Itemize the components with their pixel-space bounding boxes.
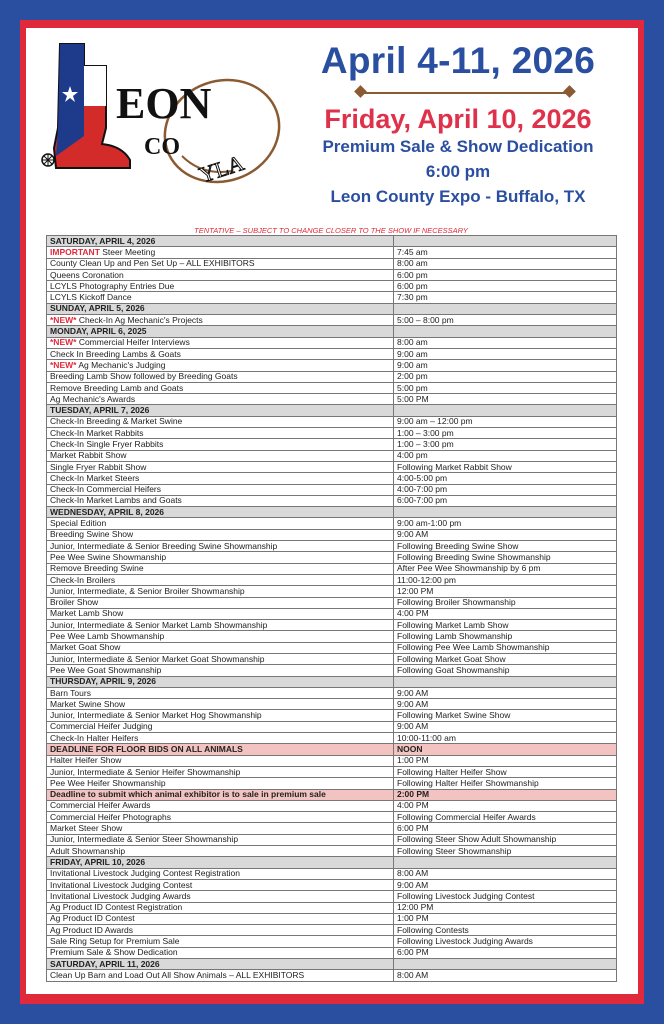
event-cell bbox=[47, 857, 394, 868]
event-text: Invitational Livestock Judging Contest Registration bbox=[50, 868, 240, 879]
time-cell: Following Goat Showmanship bbox=[394, 665, 617, 676]
event-text: Invitational Livestock Judging Awards bbox=[50, 890, 191, 901]
event-text: Remove Breeding Lamb and Goats bbox=[50, 382, 184, 393]
day-header-row bbox=[47, 676, 617, 687]
event-cell bbox=[47, 823, 394, 834]
event-cell bbox=[47, 495, 394, 506]
premium-sale-title: Premium Sale & Show Dedication bbox=[322, 137, 594, 156]
sale-date: Friday, April 10, 2026 bbox=[324, 104, 592, 134]
event-text: SATURDAY, APRIL 4, 2026 bbox=[50, 235, 156, 246]
schedule-row bbox=[47, 450, 617, 461]
day-header-row bbox=[47, 236, 617, 247]
time-cell: 8:00 am bbox=[394, 258, 617, 269]
time-cell: Following Livestock Judging Awards bbox=[394, 936, 617, 947]
event-text: Commercial Heifer Interviews bbox=[76, 337, 190, 348]
time-cell: 4:00-7:00 pm bbox=[394, 484, 617, 495]
time-cell bbox=[394, 507, 617, 518]
event-text: Check-In Breeding & Market Swine bbox=[50, 416, 183, 427]
schedule-row bbox=[47, 281, 617, 292]
event-cell bbox=[47, 247, 394, 258]
time-cell: 4:00 pm bbox=[394, 450, 617, 461]
event-cell bbox=[47, 541, 394, 552]
time-cell: Following Lamb Showmanship bbox=[394, 631, 617, 642]
schedule-row bbox=[47, 337, 617, 348]
event-text: Pee Wee Lamb Showmanship bbox=[50, 631, 165, 642]
event-cell bbox=[47, 778, 394, 789]
schedule-row bbox=[47, 541, 617, 552]
event-cell bbox=[47, 699, 394, 710]
event-text: Ag Product ID Awards bbox=[50, 924, 133, 935]
event-text: Queens Coronation bbox=[50, 269, 124, 280]
event-cell bbox=[47, 439, 394, 450]
time-cell bbox=[394, 405, 617, 416]
event-cell bbox=[47, 405, 394, 416]
leon-co-ylа-logo bbox=[32, 36, 282, 196]
event-tag: *NEW* bbox=[50, 314, 77, 325]
time-cell bbox=[394, 676, 617, 687]
event-cell bbox=[47, 834, 394, 845]
schedule-row bbox=[47, 631, 617, 642]
event-text: SATURDAY, APRIL 11, 2026 bbox=[50, 958, 160, 969]
schedule-row bbox=[47, 292, 617, 303]
event-cell bbox=[47, 653, 394, 664]
event-text: DEADLINE FOR FLOOR BIDS ON ALL ANIMALS bbox=[50, 744, 243, 754]
event-cell bbox=[47, 744, 394, 755]
schedule-row bbox=[47, 608, 617, 619]
event-text: WEDNESDAY, APRIL 8, 2026 bbox=[50, 506, 165, 517]
schedule-row bbox=[47, 371, 617, 382]
logo-co-text: CO bbox=[144, 134, 180, 160]
time-cell: NOON bbox=[394, 744, 617, 755]
event-text: Junior, Intermediate & Senior Market Hog Showmanship bbox=[50, 710, 262, 721]
event-text: Ag Mechanic's Judging bbox=[76, 359, 166, 370]
day-header-row bbox=[47, 303, 617, 314]
schedule-row bbox=[47, 586, 617, 597]
schedule-table bbox=[46, 235, 617, 982]
time-cell: 4:00 PM bbox=[394, 608, 617, 619]
event-cell bbox=[47, 925, 394, 936]
divider-line bbox=[360, 92, 570, 94]
event-text: Check-In Commercial Heifers bbox=[50, 484, 161, 495]
event-text: Check-In Market Steers bbox=[50, 472, 140, 483]
event-cell bbox=[47, 868, 394, 879]
time-cell bbox=[394, 236, 617, 247]
event-cell bbox=[47, 800, 394, 811]
schedule-row bbox=[47, 653, 617, 664]
time-cell: 2:00 pm bbox=[394, 371, 617, 382]
event-cell bbox=[47, 461, 394, 472]
time-cell: 7:45 am bbox=[394, 247, 617, 258]
schedule-row bbox=[47, 428, 617, 439]
time-cell: 9:00 AM bbox=[394, 879, 617, 890]
schedule-row bbox=[47, 913, 617, 924]
time-cell: 6:00-7:00 pm bbox=[394, 495, 617, 506]
logo-eon-text: EON bbox=[116, 79, 212, 128]
event-tag: IMPORTANT bbox=[50, 246, 100, 257]
event-text: LCYLS Photography Entries Due bbox=[50, 280, 175, 291]
event-cell bbox=[47, 428, 394, 439]
event-text: Check In Breeding Lambs & Goats bbox=[50, 348, 181, 359]
schedule-row bbox=[47, 755, 617, 766]
schedule-row bbox=[47, 552, 617, 563]
event-text: Junior, Intermediate & Senior Market Lamb Showmanship bbox=[50, 619, 268, 630]
time-cell: 9:00 AM bbox=[394, 699, 617, 710]
day-header-row bbox=[47, 405, 617, 416]
schedule-row bbox=[47, 868, 617, 879]
event-cell bbox=[47, 766, 394, 777]
day-header-row bbox=[47, 326, 617, 337]
schedule-row bbox=[47, 925, 617, 936]
event-cell bbox=[47, 936, 394, 947]
event-cell bbox=[47, 258, 394, 269]
event-text: Invitational Livestock Judging Contest bbox=[50, 879, 193, 890]
schedule-row bbox=[47, 620, 617, 631]
event-text: Single Fryer Rabbit Show bbox=[50, 461, 147, 472]
event-text: Commercial Heifer Photographs bbox=[50, 811, 171, 822]
event-cell bbox=[47, 529, 394, 540]
event-text: Junior, Intermediate & Senior Breeding Swine Showmanship bbox=[50, 540, 278, 551]
time-cell: Following Steer Showmanship bbox=[394, 846, 617, 857]
event-text: Commercial Heifer Judging bbox=[50, 721, 153, 732]
schedule-row bbox=[47, 902, 617, 913]
event-cell bbox=[47, 518, 394, 529]
schedule-row bbox=[47, 846, 617, 857]
time-cell: 5:00 – 8:00 pm bbox=[394, 315, 617, 326]
time-cell: Following Steer Show Adult Showmanship bbox=[394, 834, 617, 845]
event-cell bbox=[47, 394, 394, 405]
schedule-row bbox=[47, 495, 617, 506]
time-cell: 5:00 PM bbox=[394, 394, 617, 405]
schedule-row bbox=[47, 461, 617, 472]
time-cell: Following Market Rabbit Show bbox=[394, 461, 617, 472]
event-cell bbox=[47, 484, 394, 495]
event-cell bbox=[47, 348, 394, 359]
time-cell: 6:00 PM bbox=[394, 947, 617, 958]
schedule-row bbox=[47, 382, 617, 393]
time-cell: 4:00 PM bbox=[394, 800, 617, 811]
event-text: Steer Meeting bbox=[99, 246, 156, 257]
schedule-row bbox=[47, 269, 617, 280]
schedule-row bbox=[47, 484, 617, 495]
time-cell: 5:00 pm bbox=[394, 382, 617, 393]
time-cell: Following Halter Heifer Showmanship bbox=[394, 778, 617, 789]
event-text: Barn Tours bbox=[50, 687, 91, 698]
event-cell bbox=[47, 269, 394, 280]
schedule-row bbox=[47, 642, 617, 653]
event-text: Junior, Intermediate & Senior Heifer Showmanship bbox=[50, 766, 241, 777]
event-text: Market Lamb Show bbox=[50, 608, 124, 619]
schedule-row bbox=[47, 891, 617, 902]
time-cell: 4:00-5:00 pm bbox=[394, 473, 617, 484]
event-text: Ag Mechanic's Awards bbox=[50, 393, 136, 404]
schedule-row bbox=[47, 710, 617, 721]
schedule-row bbox=[47, 518, 617, 529]
event-cell bbox=[47, 733, 394, 744]
event-text: Check-In Single Fryer Rabbits bbox=[50, 438, 164, 449]
event-text: Junior, Intermediate, & Senior Broiler Showmanship bbox=[50, 585, 245, 596]
event-cell bbox=[47, 586, 394, 597]
schedule-row bbox=[47, 247, 617, 258]
time-cell: 8:00 am bbox=[394, 337, 617, 348]
event-text: LCYLS Kickoff Dance bbox=[50, 292, 132, 303]
event-cell bbox=[47, 947, 394, 958]
schedule-row bbox=[47, 597, 617, 608]
time-cell: 2:00 PM bbox=[394, 789, 617, 800]
event-text: Breeding Lamb Show followed by Breeding Goats bbox=[50, 371, 238, 382]
event-cell bbox=[47, 642, 394, 653]
event-cell bbox=[47, 292, 394, 303]
time-cell: 7:30 pm bbox=[394, 292, 617, 303]
event-text: Junior, Intermediate & Senior Steer Showmanship bbox=[50, 834, 239, 845]
time-cell: 1:00 PM bbox=[394, 913, 617, 924]
event-cell bbox=[47, 970, 394, 981]
schedule-row bbox=[47, 834, 617, 845]
event-cell bbox=[47, 631, 394, 642]
schedule-row bbox=[47, 970, 617, 981]
event-text: Junior, Intermediate & Senior Market Goat Showmanship bbox=[50, 653, 265, 664]
schedule-row bbox=[47, 394, 617, 405]
time-cell: 9:00 am-1:00 pm bbox=[394, 518, 617, 529]
event-text: Commercial Heifer Awards bbox=[50, 800, 151, 811]
schedule-row bbox=[47, 258, 617, 269]
schedule-row bbox=[47, 721, 617, 732]
schedule-row bbox=[47, 823, 617, 834]
time-cell bbox=[394, 857, 617, 868]
event-cell bbox=[47, 563, 394, 574]
venue: Leon County Expo - Buffalo, TX bbox=[330, 187, 586, 206]
time-cell: 12:00 PM bbox=[394, 902, 617, 913]
event-text: Ag Product ID Contest Registration bbox=[50, 902, 183, 913]
time-cell: 11:00-12:00 pm bbox=[394, 574, 617, 585]
time-cell: After Pee Wee Showmanship by 6 pm bbox=[394, 563, 617, 574]
time-cell: 1:00 – 3:00 pm bbox=[394, 428, 617, 439]
event-tag: *NEW* bbox=[50, 359, 77, 370]
time-cell: 10:00-11:00 am bbox=[394, 733, 617, 744]
schedule-row bbox=[47, 473, 617, 484]
time-cell bbox=[394, 959, 617, 970]
time-cell: 9:00 AM bbox=[394, 721, 617, 732]
time-cell: 6:00 pm bbox=[394, 269, 617, 280]
event-text: Pee Wee Heifer Showmanship bbox=[50, 777, 166, 788]
event-cell bbox=[47, 879, 394, 890]
event-text: Market Goat Show bbox=[50, 642, 121, 653]
event-cell bbox=[47, 326, 394, 337]
time-cell: 9:00 am – 12:00 pm bbox=[394, 416, 617, 427]
tentative-notice: TENTATIVE – SUBJECT TO CHANGE CLOSER TO THE SHOW IF NECESSARY bbox=[194, 226, 468, 235]
schedule-row bbox=[47, 733, 617, 744]
day-header-row bbox=[47, 507, 617, 518]
event-text: Check-In Market Lambs and Goats bbox=[50, 495, 182, 506]
event-cell bbox=[47, 608, 394, 619]
time-cell: Following Market Lamb Show bbox=[394, 620, 617, 631]
event-cell bbox=[47, 687, 394, 698]
event-cell bbox=[47, 303, 394, 314]
schedule-row bbox=[47, 439, 617, 450]
event-cell bbox=[47, 789, 394, 800]
time-cell: Following Breeding Swine Showmanship bbox=[394, 552, 617, 563]
event-text: SUNDAY, APRIL 5, 2026 bbox=[50, 303, 145, 314]
event-text: Ag Product ID Contest bbox=[50, 913, 135, 924]
event-text: Remove Breeding Swine bbox=[50, 563, 144, 574]
event-text: Adult Showmanship bbox=[50, 845, 126, 856]
event-cell bbox=[47, 755, 394, 766]
event-cell bbox=[47, 959, 394, 970]
event-text: Special Edition bbox=[50, 518, 107, 529]
logo-rope-letters: YLA bbox=[196, 149, 247, 188]
schedule-row bbox=[47, 687, 617, 698]
time-cell: Following Livestock Judging Contest bbox=[394, 891, 617, 902]
event-cell bbox=[47, 337, 394, 348]
schedule-row bbox=[47, 416, 617, 427]
event-text: FRIDAY, APRIL 10, 2026 bbox=[50, 856, 146, 867]
deadline-row bbox=[47, 744, 617, 755]
deadline-row bbox=[47, 789, 617, 800]
event-text: Halter Heifer Show bbox=[50, 755, 122, 766]
schedule-row bbox=[47, 879, 617, 890]
time-cell bbox=[394, 303, 617, 314]
event-tag: *NEW* bbox=[50, 337, 77, 348]
event-text: Check-In Broilers bbox=[50, 574, 116, 585]
event-text: Deadline to submit which animal exhibitor is to sale in premium sale bbox=[50, 789, 326, 800]
event-text: MONDAY, APRIL 6, 2025 bbox=[50, 326, 147, 337]
schedule-row bbox=[47, 800, 617, 811]
day-header-row bbox=[47, 959, 617, 970]
event-text: Market Steer Show bbox=[50, 823, 123, 834]
event-text: Broiler Show bbox=[50, 597, 99, 608]
event-cell bbox=[47, 913, 394, 924]
time-cell: 9:00 am bbox=[394, 348, 617, 359]
event-cell bbox=[47, 281, 394, 292]
time-cell: Following Pee Wee Lamb Showmanship bbox=[394, 642, 617, 653]
event-cell bbox=[47, 902, 394, 913]
event-cell bbox=[47, 473, 394, 484]
time-cell: Following Breeding Swine Show bbox=[394, 541, 617, 552]
event-text: Pee Wee Goat Showmanship bbox=[50, 664, 162, 675]
time-cell: Following Contests bbox=[394, 925, 617, 936]
time-cell: 9:00 AM bbox=[394, 529, 617, 540]
schedule-row bbox=[47, 574, 617, 585]
day-header-row bbox=[47, 857, 617, 868]
event-text: Breeding Swine Show bbox=[50, 529, 134, 540]
event-cell bbox=[47, 721, 394, 732]
event-cell bbox=[47, 382, 394, 393]
schedule-row bbox=[47, 315, 617, 326]
schedule-row bbox=[47, 947, 617, 958]
event-text: Clean Up Barn and Load Out All Show Animals – ALL EXHIBITORS bbox=[50, 969, 305, 980]
event-text: Sale Ring Setup for Premium Sale bbox=[50, 936, 180, 947]
event-cell bbox=[47, 236, 394, 247]
event-cell bbox=[47, 450, 394, 461]
sale-time: 6:00 pm bbox=[425, 162, 491, 181]
event-cell bbox=[47, 676, 394, 687]
event-cell bbox=[47, 891, 394, 902]
event-cell bbox=[47, 597, 394, 608]
time-cell: 1:00 PM bbox=[394, 755, 617, 766]
event-text: County Clean Up and Pen Set Up – ALL EXHIBITORS bbox=[50, 258, 255, 269]
event-text: THURSDAY, APRIL 9, 2026 bbox=[50, 676, 156, 687]
event-cell bbox=[47, 416, 394, 427]
event-text: Check-In Market Rabbits bbox=[50, 427, 144, 438]
schedule-row bbox=[47, 699, 617, 710]
event-cell bbox=[47, 507, 394, 518]
event-cell bbox=[47, 620, 394, 631]
event-text: Check-In Halter Heifers bbox=[50, 732, 139, 743]
event-cell bbox=[47, 371, 394, 382]
event-cell bbox=[47, 552, 394, 563]
time-cell: 9:00 am bbox=[394, 360, 617, 371]
event-cell bbox=[47, 710, 394, 721]
time-cell: 6:00 PM bbox=[394, 823, 617, 834]
event-cell bbox=[47, 315, 394, 326]
schedule-row bbox=[47, 766, 617, 777]
schedule-row bbox=[47, 529, 617, 540]
schedule-row bbox=[47, 665, 617, 676]
event-cell bbox=[47, 574, 394, 585]
event-text: Premium Sale & Show Dedication bbox=[50, 947, 178, 958]
schedule-row bbox=[47, 348, 617, 359]
event-text: Pee Wee Swine Showmanship bbox=[50, 551, 167, 562]
event-dates: April 4-11, 2026 bbox=[320, 40, 596, 81]
time-cell: Following Market Swine Show bbox=[394, 710, 617, 721]
event-text: Market Swine Show bbox=[50, 698, 126, 709]
time-cell: Following Halter Heifer Show bbox=[394, 766, 617, 777]
event-text: TUESDAY, APRIL 7, 2026 bbox=[50, 405, 150, 416]
time-cell: 12:00 PM bbox=[394, 586, 617, 597]
time-cell: 8:00 AM bbox=[394, 970, 617, 981]
event-cell bbox=[47, 665, 394, 676]
time-cell: 8:00 AM bbox=[394, 868, 617, 879]
event-cell bbox=[47, 360, 394, 371]
time-cell: Following Market Goat Show bbox=[394, 653, 617, 664]
event-cell bbox=[47, 812, 394, 823]
event-text: Market Rabbit Show bbox=[50, 450, 127, 461]
schedule-row bbox=[47, 936, 617, 947]
time-cell: Following Commercial Heifer Awards bbox=[394, 812, 617, 823]
time-cell: 1:00 – 3:00 pm bbox=[394, 439, 617, 450]
schedule-row bbox=[47, 360, 617, 371]
schedule-row bbox=[47, 812, 617, 823]
schedule-row bbox=[47, 778, 617, 789]
event-cell bbox=[47, 846, 394, 857]
schedule-row bbox=[47, 563, 617, 574]
time-cell: Following Broiler Showmanship bbox=[394, 597, 617, 608]
event-text: Check-In Ag Mechanic's Projects bbox=[76, 314, 203, 325]
time-cell bbox=[394, 326, 617, 337]
time-cell: 6:00 pm bbox=[394, 281, 617, 292]
time-cell: 9:00 AM bbox=[394, 687, 617, 698]
